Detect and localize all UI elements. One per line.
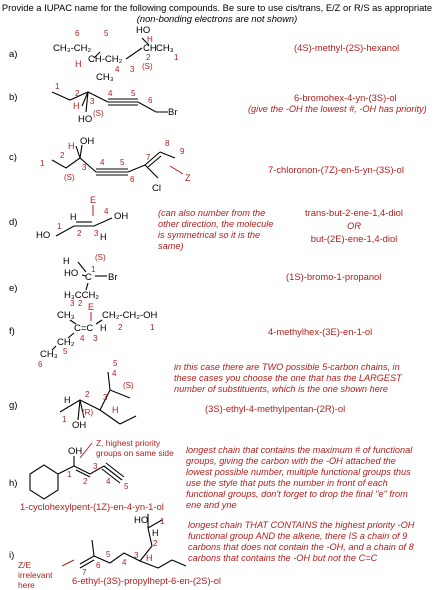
answer-d-line1: trans-but-2-ene-1,4-diol bbox=[305, 207, 403, 218]
hydroxyl-label: HO bbox=[78, 114, 93, 125]
hydroxyl-label: OH bbox=[80, 136, 95, 147]
chlorine-label: Cl bbox=[152, 183, 161, 194]
carbon-number: 7 bbox=[82, 568, 87, 577]
hydrogen-label: H bbox=[63, 256, 70, 266]
hydrogen-label: H bbox=[100, 232, 107, 242]
answer-d-line3: but-(2E)-ene-1,4-diol bbox=[310, 233, 398, 244]
stereo-label: (S) bbox=[142, 62, 153, 71]
carbon-number: 4 bbox=[112, 369, 117, 378]
stereo-label: (S) bbox=[123, 381, 134, 390]
carbon-number: 5 bbox=[104, 29, 109, 38]
stereo-label: (S) bbox=[95, 253, 106, 262]
carbon-number: 1 bbox=[62, 415, 67, 424]
carbon-number: 7 bbox=[146, 153, 151, 162]
carbon-number: 2 bbox=[146, 53, 151, 62]
note-h: longest chain that contains the maximum # of functional groups, giving the carbon with the -OH attached the lowest possible number, multiple functional groups thus use the style that puts the number in front of each functional groups, don't forget to drop the final "e" from ene and yne bbox=[186, 445, 413, 510]
question-label-b: b) bbox=[9, 92, 18, 103]
carbon-number: 4 bbox=[108, 89, 113, 98]
carbon-number: 3 bbox=[103, 393, 108, 402]
carbon-number: 6 bbox=[75, 29, 80, 38]
question-label-c: c) bbox=[9, 152, 17, 163]
answer-c: 7-chloronon-(7Z)-en-5-yn-(3S)-ol bbox=[268, 164, 404, 175]
carbon-number: 1 bbox=[174, 53, 179, 62]
annotation-i: Z/E irrelevant here bbox=[18, 560, 53, 590]
hydrogen-label: H bbox=[75, 59, 82, 69]
hydrogen-label: H bbox=[112, 405, 119, 415]
hydroxyl-label: HO bbox=[64, 268, 79, 279]
carbon-number: 8 bbox=[165, 139, 170, 148]
answer-g: (3S)-ethyl-4-methylpentan-(2R)-ol bbox=[205, 403, 346, 414]
carbon-number: 4 bbox=[122, 558, 127, 567]
carbon-number: 3 bbox=[90, 97, 95, 106]
methyl-label: CH₃ bbox=[96, 72, 114, 83]
carbon-number: 2 bbox=[75, 89, 80, 98]
carbon-number: 6 bbox=[96, 561, 101, 570]
carbon-number: 2 bbox=[153, 539, 158, 548]
ethyl-label: H₃CCH₂ bbox=[64, 290, 99, 301]
chain-fragment: CH₃-CH₂ bbox=[53, 43, 92, 54]
geometry-label: E bbox=[90, 195, 97, 205]
carbon-number: 3 bbox=[130, 65, 135, 74]
geometry-label: Z bbox=[185, 173, 191, 183]
hydroxyl-label: OH bbox=[68, 446, 83, 457]
hydrogen-label: H bbox=[152, 528, 159, 538]
carbon-number: 1 bbox=[55, 82, 60, 91]
question-label-a: a) bbox=[9, 49, 18, 60]
carbon-number: 5 bbox=[131, 89, 136, 98]
chain-fragment: CH₃ bbox=[156, 43, 174, 54]
hydroxyl-label: HO bbox=[136, 25, 151, 36]
stereo-label: (S) bbox=[64, 173, 75, 182]
carbon-number: 1 bbox=[57, 222, 62, 231]
carbon-number: 4 bbox=[106, 477, 111, 486]
carbon-number: 2 bbox=[85, 390, 90, 399]
carbon-number: 5 bbox=[124, 482, 129, 491]
question-label-g: g) bbox=[9, 400, 18, 411]
carbon-number: 4 bbox=[80, 334, 85, 343]
geometry-label: E bbox=[88, 302, 95, 312]
carbon-number: 1 bbox=[150, 323, 155, 332]
instructions-line: Provide a IUPAC name for the following compounds. Be sure to use cis/trans, E/Z or R/S as appropriate bbox=[1, 2, 433, 13]
carbon-number: 2 bbox=[78, 299, 83, 308]
question-label-i: i) bbox=[9, 550, 15, 561]
stereocenter-carbon: C bbox=[85, 272, 92, 283]
carbon-number: 2 bbox=[77, 229, 82, 238]
carbon-number: 9 bbox=[180, 147, 185, 156]
hydroxyl-label: HO bbox=[134, 515, 149, 526]
hydrogen-label: H bbox=[146, 553, 153, 563]
carbon-number: 6 bbox=[148, 96, 153, 105]
carbon-number: 4 bbox=[100, 158, 105, 167]
carbon-number: 1 bbox=[67, 470, 72, 479]
carbon-number: 4 bbox=[115, 65, 120, 74]
chain-fragment: CH₂-CH₂-OH bbox=[102, 310, 158, 321]
carbon-number: 1 bbox=[40, 159, 45, 168]
note-i: longest chain THAT CONTAINS the highest priority -OH functional group AND the alkene, there IS a chain of 9 carbons that does not contain the -OH, and a chain of 8 carbons that contains the -OH but not the C=C bbox=[188, 520, 415, 563]
answer-f: 4-methylhex-(3E)-en-1-ol bbox=[268, 326, 373, 337]
alkene-label: C=C bbox=[74, 323, 94, 334]
carbon-number: 2 bbox=[118, 323, 123, 332]
carbon-number: 5 bbox=[113, 359, 118, 368]
annotation-h: Z, highest priority groups on same side bbox=[96, 438, 174, 458]
note-b: (give the -OH the lowest #, -OH has priority) bbox=[248, 104, 427, 114]
answer-e: (1S)-bromo-1-propanol bbox=[286, 271, 382, 282]
carbon-number: 5 bbox=[120, 158, 125, 167]
carbon-number: 1 bbox=[91, 265, 96, 274]
instructions-subline: (non-bonding electrons are not shown) bbox=[136, 13, 298, 24]
carbon-number: 3 bbox=[134, 551, 139, 560]
stereo-label: (S) bbox=[93, 109, 104, 118]
question-label-h: h) bbox=[9, 478, 18, 489]
carbon-number: 2 bbox=[60, 151, 65, 160]
carbon-number: 2 bbox=[83, 477, 88, 486]
hydroxyl-label: OH bbox=[114, 211, 129, 222]
answer-a: (4S)-methyl-(2S)-hexanol bbox=[294, 42, 400, 53]
chain-fragment: CH-CH₂ bbox=[88, 54, 123, 65]
answer-h: 1-cyclohexylpent-(1Z)-en-4-yn-1-ol bbox=[20, 501, 164, 512]
hydroxyl-label: OH bbox=[72, 420, 87, 431]
note-g: in this case there are TWO possible 5-carbon chains, in these cases you choose the one that has the LARGEST number of substituents, which is the one shown here bbox=[174, 362, 402, 394]
carbon-number: 5 bbox=[63, 347, 68, 356]
question-label-f: f) bbox=[9, 326, 15, 337]
question-label-e: e) bbox=[9, 283, 18, 294]
methyl-label: CH₃ bbox=[40, 349, 58, 360]
hydroxyl-label: HO bbox=[36, 230, 51, 241]
hydrogen-label: H bbox=[70, 212, 77, 222]
question-label-d: d) bbox=[9, 217, 18, 228]
bromine-label: Br bbox=[108, 272, 118, 283]
carbon-number: 3 bbox=[70, 299, 75, 308]
carbon-number: 3 bbox=[94, 229, 99, 238]
methyl-label: CH₃ bbox=[57, 310, 75, 321]
carbon-number: 6 bbox=[38, 360, 43, 369]
carbon-number: 3 bbox=[93, 462, 98, 471]
hydrogen-label: H bbox=[100, 323, 107, 333]
hydrogen-label: H bbox=[73, 101, 80, 111]
hydrogen-label: H bbox=[64, 395, 71, 405]
carbon-number: 1 bbox=[160, 517, 165, 526]
chain-fragment: CH₂ bbox=[57, 337, 75, 348]
answer-b: 6-bromohex-4-yn-(3S)-ol bbox=[294, 92, 397, 103]
carbon-number: 5 bbox=[106, 550, 111, 559]
answer-d-line2: OR bbox=[346, 220, 362, 231]
note-d: (can also number from the other direction, the molecule is symmetrical so it is the same) bbox=[158, 208, 274, 251]
carbon-number: 4 bbox=[104, 207, 109, 216]
carbon-number: 6 bbox=[130, 175, 135, 184]
carbon-number: 3 bbox=[82, 163, 87, 172]
answer-i: 6-ethyl-(3S)-propylhept-6-en-(2S)-ol bbox=[72, 575, 222, 586]
chain-fragment: CH bbox=[143, 43, 157, 54]
bromine-label: Br bbox=[168, 107, 178, 118]
hydrogen-label: H bbox=[68, 141, 75, 151]
stereo-label: (R) bbox=[82, 408, 94, 417]
hydrogen-label: H bbox=[147, 35, 153, 44]
carbon-number: 3 bbox=[93, 334, 98, 343]
